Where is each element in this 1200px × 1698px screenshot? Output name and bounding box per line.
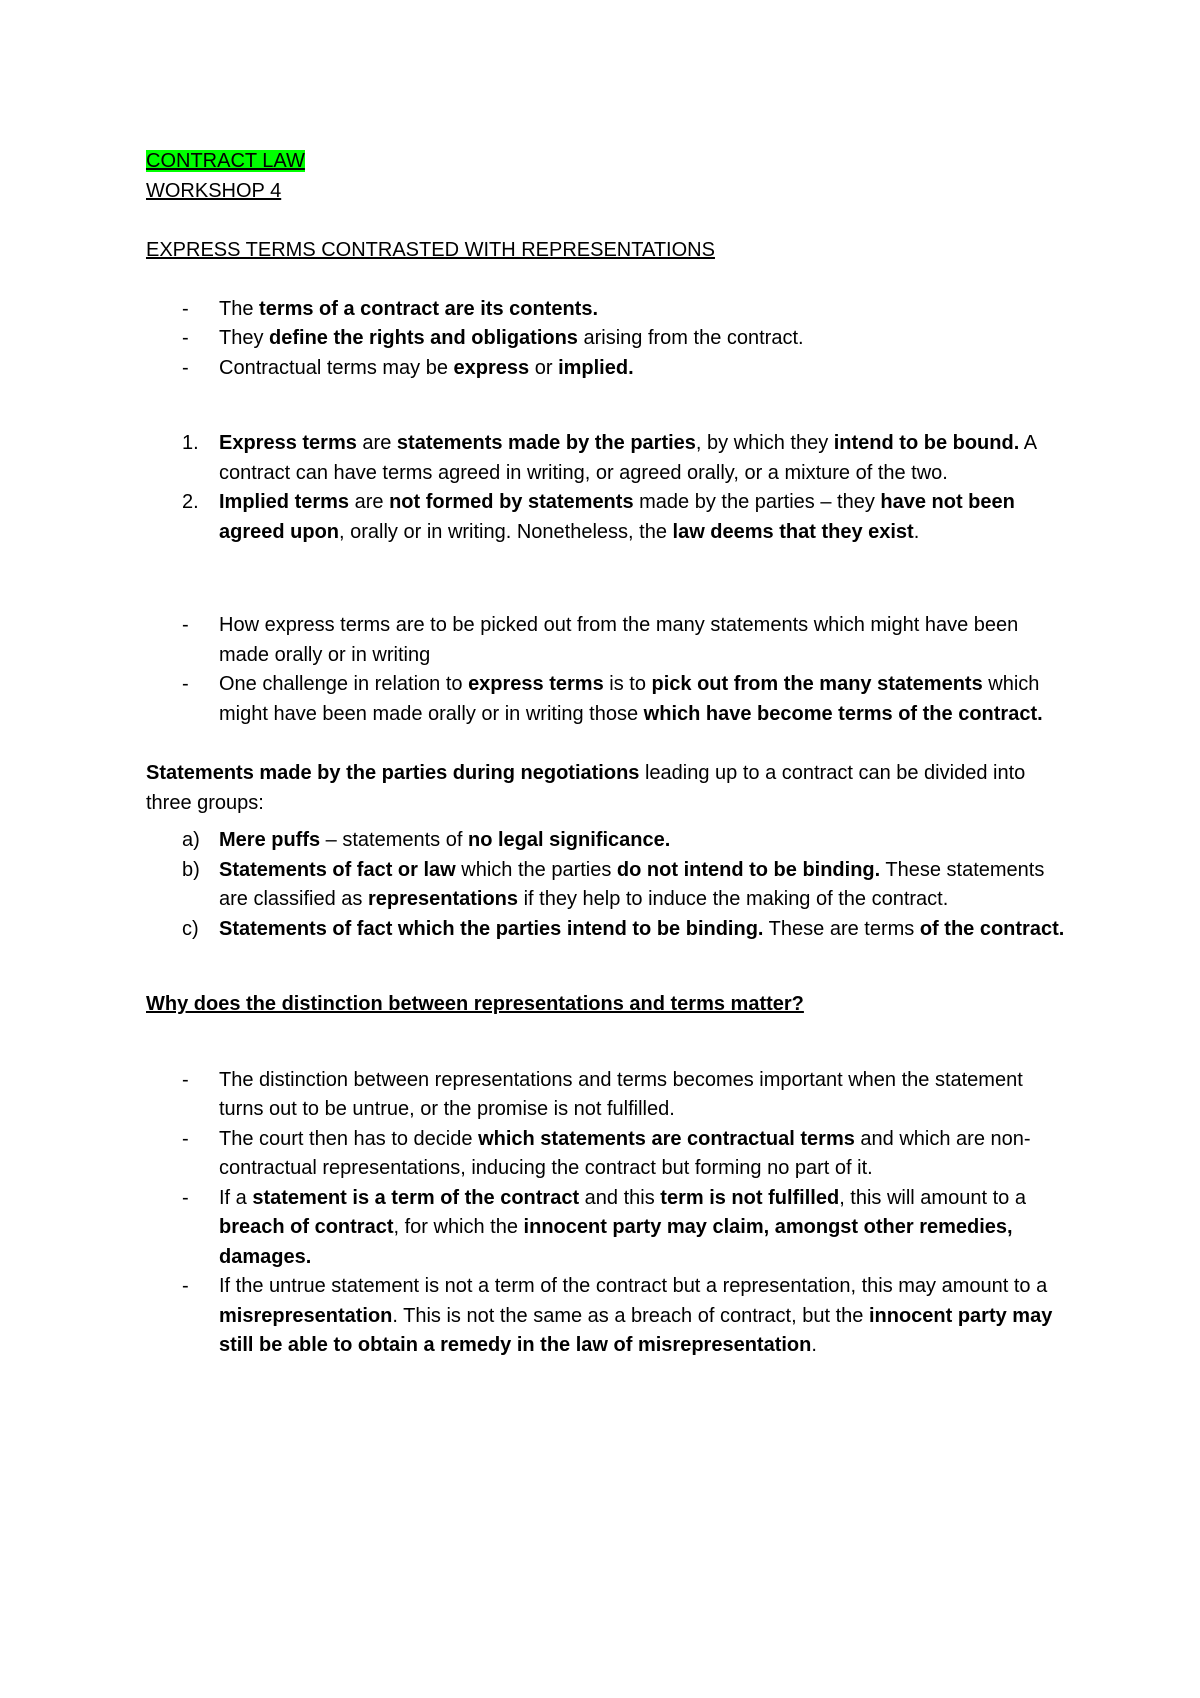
list-item: - One challenge in relation to express terms is to pick out from the many statements which might have been made orally or in writing those which have become terms of the contract. (146, 670, 1066, 729)
intro-bullet-list (146, 295, 1066, 384)
list-item: 1. Express terms are statements made by the parties, by which they intend to be bound. A contract can have terms agreed in writing, or agreed orally, or a mixture of the two. (146, 429, 1066, 488)
bullet-marker: - (182, 1127, 189, 1150)
bullet-marker: - (182, 327, 189, 349)
bullet-marker: - (182, 673, 189, 695)
workshop-label: WORKSHOP 4 (146, 179, 282, 202)
statements-paragraph: Statements made by the parties during negotiations leading up to a contract can be divided into three groups: (146, 762, 1026, 814)
list-item: - The distinction between representations and terms becomes important when the statement turns out to be untrue, or the promise is not fulfilled. (146, 1066, 1066, 1125)
why-bullet-list (146, 1066, 1066, 1361)
bullet-marker: - (182, 356, 189, 379)
bullet-marker: - (182, 614, 189, 636)
why-heading: Why does the distinction between representations and terms matter? (146, 993, 804, 1015)
letter-marker: a) (182, 829, 200, 851)
section-heading: EXPRESS TERMS CONTRASTED WITH REPRESENTATIONS (146, 239, 715, 261)
list-item: - If a statement is a term of the contract and this term is not fulfilled, this will amount to a breach of contract, for which the innocent party may claim, amongst other remedies, damages. (146, 1184, 1066, 1273)
document-body (146, 147, 1066, 1361)
list-item: 2. Implied terms are not formed by statements made by the parties – they have not been agreed upon, orally or in writing. Nonetheless, the law deems that they exist. (146, 488, 1066, 547)
list-item: a) Mere puffs – statements of no legal significance. (146, 826, 1066, 856)
list-item: c) Statements of fact which the parties intend to be binding. These are terms of the contract. (146, 915, 1066, 945)
bullet-marker: - (182, 1275, 189, 1297)
number-marker: 2. (182, 491, 199, 513)
list-item: - The terms of a contract are its contents. (146, 295, 1066, 325)
numbered-list (146, 429, 1066, 547)
list-item: b) Statements of fact or law which the parties do not intend to be binding. These statements are classified as representations if they help to induce the making of the contract. (146, 856, 1066, 915)
list-item: - Contractual terms may be express or implied. (146, 354, 1066, 384)
document-title: CONTRACT LAW (146, 150, 305, 172)
letter-marker: b) (182, 858, 200, 881)
bullet-marker: - (182, 1068, 189, 1091)
letter-marker: c) (182, 917, 199, 940)
list-item: - How express terms are to be picked out from the many statements which might have been made orally or in writing (146, 611, 1066, 670)
list-item: - They define the rights and obligations arising from the contract. (146, 324, 1066, 354)
lettered-list (146, 826, 1066, 944)
bullet-marker: - (182, 297, 189, 320)
list-item: - The court then has to decide which statements are contractual terms and which are non-contractual representations, inducing the contract but forming no part of it. (146, 1125, 1066, 1184)
list-item: - If the untrue statement is not a term of the contract but a representation, this may amount to a misrepresentation. This is not the same as a breach of contract, but the innocent party may still be able to obtain a remedy in the law of misrepresentation. (146, 1272, 1066, 1361)
bullet-marker: - (182, 1186, 189, 1209)
express-terms-bullet-list (146, 611, 1066, 729)
number-marker: 1. (182, 432, 199, 454)
